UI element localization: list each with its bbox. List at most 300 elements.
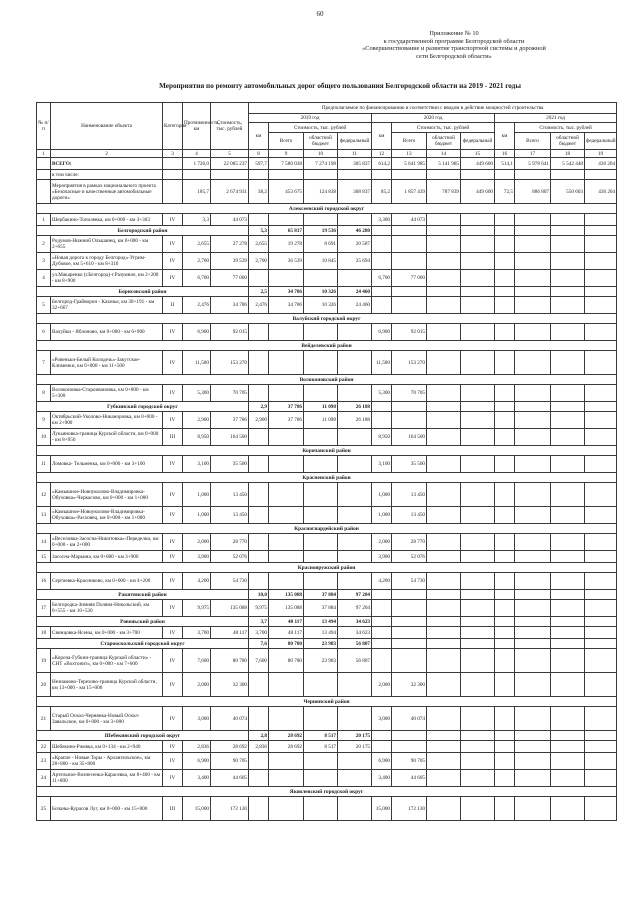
value-cell <box>461 573 495 590</box>
value-cell <box>338 351 372 375</box>
category-cell: IV <box>163 627 183 639</box>
column-index-cell: 19 <box>585 150 617 158</box>
value-cell <box>304 507 338 524</box>
empty-cell <box>372 590 392 600</box>
object-name: Мероприятия в рамках национального проекта «Безопасные и качественные автомобильные дороги» <box>51 180 163 204</box>
value-cell <box>585 429 617 446</box>
empty-cell <box>585 226 617 236</box>
value-cell <box>495 297 515 314</box>
value-cell <box>338 673 372 697</box>
value-cell <box>585 673 617 697</box>
value-cell: 28 692 <box>211 741 249 753</box>
value-cell: 135 088 <box>211 600 249 617</box>
header-cost-2021: Стоимость, тыс. рублей <box>515 123 617 133</box>
value-cell: 54 730 <box>211 573 249 590</box>
value-cell: 27 278 <box>211 236 249 253</box>
value-cell: 2,000 <box>372 673 392 697</box>
row-number: 8 <box>37 385 51 402</box>
object-name: Лукьяновка-граница Курской области, км 0+000 - км 8+950 <box>51 429 163 446</box>
value-cell <box>269 507 304 524</box>
value-cell <box>183 170 211 180</box>
value-cell <box>495 507 515 524</box>
value-cell <box>495 253 515 270</box>
value-cell: 449 600 <box>461 158 495 170</box>
value-cell <box>427 270 461 287</box>
value-cell <box>515 170 551 180</box>
value-cell: 13 450 <box>211 483 249 507</box>
object-name: «Камышное-Новоуколово-Владимировка-Обуховка»-Расховец, км 0+000 - км 1+000 <box>51 507 163 524</box>
value-cell <box>585 297 617 314</box>
value-cell: 23 983 <box>304 649 338 673</box>
value-cell <box>515 797 551 821</box>
appendix-line3: «Совершенствование и развитие транспортной системы и дорожной <box>362 45 546 53</box>
value-cell <box>427 214 461 226</box>
value-cell <box>495 385 515 402</box>
value-cell <box>461 673 495 697</box>
category-cell <box>163 158 183 170</box>
section-subtotal: 97 204 <box>338 590 372 600</box>
section-subtotal: 13 494 <box>304 617 338 627</box>
section-title: Вейделевский район <box>37 341 617 351</box>
section-title: Старооскольский городской округ <box>37 639 249 649</box>
table-row <box>37 770 617 787</box>
value-cell <box>461 253 495 270</box>
value-cell <box>427 600 461 617</box>
value-cell <box>392 741 427 753</box>
section-row <box>37 617 617 627</box>
roads-table-body <box>37 150 617 821</box>
page-number: 60 <box>316 10 324 18</box>
value-cell <box>515 707 551 731</box>
value-cell <box>249 551 269 563</box>
empty-cell <box>495 287 515 297</box>
value-cell: 1,000 <box>183 483 211 507</box>
value-cell: 6,700 <box>372 270 392 287</box>
empty-cell <box>372 639 392 649</box>
section-row <box>37 639 617 649</box>
value-cell: 3,700 <box>183 627 211 639</box>
value-cell: 2,655 <box>249 236 269 253</box>
value-cell <box>585 551 617 563</box>
value-cell <box>304 170 338 180</box>
object-name: Октябрьский-Уколово-Никаноровка, км 0+000 - км 2+900 <box>51 412 163 429</box>
column-index-cell: 3 <box>163 150 183 158</box>
value-cell <box>269 534 304 551</box>
empty-cell <box>515 639 551 649</box>
value-cell <box>495 600 515 617</box>
value-cell <box>551 412 585 429</box>
empty-cell <box>392 639 427 649</box>
value-cell: 36 539 <box>269 253 304 270</box>
value-cell <box>269 214 304 226</box>
value-cell: 13 450 <box>392 507 427 524</box>
empty-cell <box>495 617 515 627</box>
empty-cell <box>392 731 427 741</box>
empty-cell <box>551 226 585 236</box>
value-cell: 6,900 <box>372 753 392 770</box>
value-cell <box>392 236 427 253</box>
header-total-2019: Всего <box>269 133 304 150</box>
empty-cell <box>585 287 617 297</box>
section-subtotal: 135 088 <box>269 590 304 600</box>
value-cell <box>269 770 304 787</box>
section-subtotal: 65 817 <box>269 226 304 236</box>
value-cell: 34 623 <box>338 627 372 639</box>
table-row <box>37 456 617 473</box>
section-subtotal: 56 807 <box>338 639 372 649</box>
value-cell: 10 326 <box>304 297 338 314</box>
column-index-cell: 13 <box>392 150 427 158</box>
value-cell <box>551 456 585 473</box>
empty-cell <box>551 402 585 412</box>
section-subtotal: 19 536 <box>304 226 338 236</box>
value-cell <box>249 507 269 524</box>
table-row <box>37 551 617 563</box>
value-cell <box>585 770 617 787</box>
header-2021: 2021 год <box>495 114 617 123</box>
value-cell: 153 270 <box>211 351 249 375</box>
empty-cell <box>515 226 551 236</box>
section-subtotal: 2,8 <box>249 731 269 741</box>
value-cell: 135 088 <box>269 600 304 617</box>
value-cell: 13 450 <box>392 483 427 507</box>
category-cell: IV <box>163 573 183 590</box>
value-cell <box>249 673 269 697</box>
value-cell <box>461 456 495 473</box>
section-title: Ровеньский район <box>37 617 249 627</box>
value-cell: 28 770 <box>392 534 427 551</box>
value-cell: 7,600 <box>249 649 269 673</box>
value-cell <box>269 270 304 287</box>
category-cell: IV <box>163 351 183 375</box>
header-category: Категория <box>163 103 183 150</box>
empty-cell <box>392 226 427 236</box>
value-cell <box>427 351 461 375</box>
column-index-cell: 16 <box>495 150 515 158</box>
row-number <box>37 180 51 204</box>
value-cell <box>372 297 392 314</box>
empty-cell <box>495 639 515 649</box>
value-cell <box>515 429 551 446</box>
value-cell <box>495 534 515 551</box>
value-cell <box>585 627 617 639</box>
section-row <box>37 473 617 483</box>
category-cell: IV <box>163 270 183 287</box>
value-cell: 6,700 <box>183 270 211 287</box>
category-cell: IV <box>163 324 183 341</box>
value-cell <box>461 534 495 551</box>
value-cell <box>427 707 461 731</box>
value-cell <box>392 600 427 617</box>
table-row <box>37 253 617 270</box>
value-cell <box>515 297 551 314</box>
header-total-2020: Всего <box>392 133 427 150</box>
section-title: Корочанский район <box>37 446 617 456</box>
row-number: 18 <box>37 627 51 639</box>
empty-cell <box>392 402 427 412</box>
empty-cell <box>427 590 461 600</box>
header-km-2020: км <box>372 123 392 150</box>
value-cell <box>495 770 515 787</box>
value-cell <box>338 753 372 770</box>
value-cell <box>461 270 495 287</box>
value-cell <box>585 573 617 590</box>
value-cell <box>392 627 427 639</box>
value-cell: 5 978 641 <box>515 158 551 170</box>
value-cell: 185,7 <box>183 180 211 204</box>
row-number: 6 <box>37 324 51 341</box>
section-title: Волоконовский район <box>37 375 617 385</box>
section-row <box>37 697 617 707</box>
row-number: 5 <box>37 297 51 314</box>
value-cell <box>585 385 617 402</box>
value-cell: 2,700 <box>183 253 211 270</box>
section-title: Шебекинский городской округ <box>37 731 249 741</box>
value-cell: 11,500 <box>372 351 392 375</box>
section-title: Губкинский городской округ <box>37 402 249 412</box>
value-cell <box>515 753 551 770</box>
value-cell <box>269 707 304 731</box>
value-cell: 13 494 <box>304 627 338 639</box>
empty-cell <box>551 731 585 741</box>
value-cell: 77 000 <box>392 270 427 287</box>
value-cell: 20 587 <box>338 236 372 253</box>
value-cell <box>338 429 372 446</box>
value-cell: 597,7 <box>249 158 269 170</box>
value-cell <box>427 573 461 590</box>
section-title: Борисовский район <box>37 287 249 297</box>
value-cell: 44 073 <box>211 214 249 226</box>
value-cell <box>304 351 338 375</box>
value-cell <box>269 351 304 375</box>
value-cell: 3,100 <box>183 456 211 473</box>
object-name: Шербакино-Тополевка, км 0+000 - км 3+303 <box>51 214 163 226</box>
value-cell: 32 300 <box>211 673 249 697</box>
column-index-cell: 1 <box>37 150 51 158</box>
value-cell: 8,950 <box>372 429 392 446</box>
section-subtotal: 24 460 <box>338 287 372 297</box>
value-cell: 6,900 <box>183 753 211 770</box>
value-cell <box>495 551 515 563</box>
empty-cell <box>427 226 461 236</box>
section-subtotal: 34 623 <box>338 617 372 627</box>
value-cell <box>427 741 461 753</box>
object-name: Белгород-Грайворон - Казачье, км 30+191 - км 32+667 <box>51 297 163 314</box>
table-row <box>37 753 617 770</box>
value-cell <box>269 456 304 473</box>
row-number: 24 <box>37 770 51 787</box>
value-cell: 514,1 <box>495 158 515 170</box>
value-cell: 37 786 <box>211 412 249 429</box>
value-cell: 40 074 <box>211 707 249 731</box>
value-cell <box>515 534 551 551</box>
value-cell <box>304 456 338 473</box>
value-cell <box>427 627 461 639</box>
value-cell <box>551 351 585 375</box>
object-name: Ломовка- Тельменка, км 0+000 - км 3+100 <box>51 456 163 473</box>
table-row <box>37 797 617 821</box>
value-cell: 2,476 <box>183 297 211 314</box>
column-index-cell: 4 <box>183 150 211 158</box>
value-cell <box>551 770 585 787</box>
value-cell: 2,000 <box>183 673 211 697</box>
value-cell: 2,900 <box>249 412 269 429</box>
value-cell <box>551 600 585 617</box>
value-cell <box>495 270 515 287</box>
column-index-cell: 12 <box>372 150 392 158</box>
value-cell: 92 015 <box>392 324 427 341</box>
value-cell: 7 274 198 <box>304 158 338 170</box>
header-no: № п/п <box>37 103 51 150</box>
header-km-2019: км <box>249 123 269 150</box>
value-cell <box>427 551 461 563</box>
value-cell: 44 605 <box>392 770 427 787</box>
object-name: Валуйки - Яблоново, км 0+000 - км 6+900 <box>51 324 163 341</box>
value-cell: 172 130 <box>392 797 427 821</box>
value-cell <box>338 385 372 402</box>
empty-cell <box>585 639 617 649</box>
section-title: Яковлевский городской округ <box>37 787 617 797</box>
section-row <box>37 590 617 600</box>
value-cell: 7 580 038 <box>269 158 304 170</box>
value-cell: 54 730 <box>392 573 427 590</box>
value-cell <box>304 483 338 507</box>
value-cell: 90 705 <box>211 753 249 770</box>
category-cell: IV <box>163 770 183 787</box>
value-cell <box>551 170 585 180</box>
value-cell <box>269 673 304 697</box>
value-cell <box>551 797 585 821</box>
value-cell <box>372 627 392 639</box>
value-cell: 11,500 <box>183 351 211 375</box>
value-cell <box>461 412 495 429</box>
value-cell <box>515 412 551 429</box>
value-cell: 10 845 <box>304 253 338 270</box>
header-cost-2019: Стоимость, тыс. рублей <box>269 123 372 133</box>
column-index-cell: 10 <box>304 150 338 158</box>
value-cell <box>551 297 585 314</box>
header-planned: Предполагаемое по финансированию в соответствии с вводом в действие мощностей строительства <box>249 103 617 114</box>
object-name: Сергиевка-Красниково, км 0+000 - км 4+200 <box>51 573 163 590</box>
value-cell: 436 204 <box>585 158 617 170</box>
value-cell <box>249 797 269 821</box>
value-cell <box>304 707 338 731</box>
value-cell <box>461 236 495 253</box>
value-cell: 44 605 <box>211 770 249 787</box>
value-cell: 28 692 <box>269 741 304 753</box>
object-name: «Камышное-Новоуколово-Владимировка-Обуховка»-Черкасово, км 0+000 - км 1+000 <box>51 483 163 507</box>
value-cell <box>304 534 338 551</box>
value-cell <box>515 770 551 787</box>
value-cell <box>338 483 372 507</box>
empty-cell <box>515 731 551 741</box>
value-cell: 40 074 <box>392 707 427 731</box>
empty-cell <box>461 226 495 236</box>
empty-cell <box>427 402 461 412</box>
value-cell <box>461 551 495 563</box>
value-cell <box>269 429 304 446</box>
object-name: Старый Оскол-Чернянка-Новый Оскол-Завальское, км 0+000 - км 3+000 <box>51 707 163 731</box>
row-number: 4 <box>37 270 51 287</box>
row-number <box>37 170 51 180</box>
section-subtotal: 46 280 <box>338 226 372 236</box>
value-cell: 308 837 <box>338 180 372 204</box>
value-cell <box>461 351 495 375</box>
section-subtotal: 37 786 <box>269 402 304 412</box>
value-cell <box>551 741 585 753</box>
value-cell: 90 705 <box>392 753 427 770</box>
column-index-cell: 15 <box>461 150 495 158</box>
object-name: Артельное-Вознесенка-Карасевка, км 8+400 - км 11+800 <box>51 770 163 787</box>
empty-cell <box>392 287 427 297</box>
value-cell <box>427 297 461 314</box>
value-cell: 80 780 <box>269 649 304 673</box>
value-cell <box>495 649 515 673</box>
value-cell <box>585 707 617 731</box>
value-cell <box>269 170 304 180</box>
value-cell: 70 705 <box>211 385 249 402</box>
object-name: «Новая дорога к городу Белгород»-Угрим-Дубовое, км 5+610 - км 8+310 <box>51 253 163 270</box>
column-index-cell: 17 <box>515 150 551 158</box>
object-name: ул.Макаренко (г.Белгород)-г.Разумное, км 2+200 - км 8+900 <box>51 270 163 287</box>
row-number: 2 <box>37 236 51 253</box>
value-cell <box>372 170 392 180</box>
empty-cell <box>495 731 515 741</box>
value-cell: 70 705 <box>392 385 427 402</box>
category-cell: IV <box>163 649 183 673</box>
table-row <box>37 741 617 753</box>
empty-cell <box>461 639 495 649</box>
value-cell <box>269 483 304 507</box>
value-cell <box>427 253 461 270</box>
section-subtotal: 26 188 <box>338 402 372 412</box>
value-cell <box>392 412 427 429</box>
header-regional-2021: областной бюджет <box>551 133 585 150</box>
section-title: Алексеевский городской округ <box>37 204 617 214</box>
value-cell: 2,000 <box>183 534 211 551</box>
value-cell <box>495 214 515 226</box>
empty-cell <box>515 402 551 412</box>
header-name: Наименование объекта <box>51 103 163 150</box>
section-title: Валуйский городской округ <box>37 314 617 324</box>
empty-cell <box>461 287 495 297</box>
value-cell <box>338 534 372 551</box>
value-cell: 164 500 <box>392 429 427 446</box>
value-cell: 7,600 <box>183 649 211 673</box>
value-cell <box>551 551 585 563</box>
section-row <box>37 402 617 412</box>
object-name: «Короча-Губкин-граница Курской области» - СНТ «Вохтонит», км 0+000 - км 7+600 <box>51 649 163 673</box>
table-row <box>37 170 617 180</box>
value-cell <box>461 324 495 341</box>
value-cell: 6,900 <box>372 324 392 341</box>
value-cell <box>372 412 392 429</box>
value-cell <box>392 649 427 673</box>
section-subtotal: 20 175 <box>338 731 372 741</box>
row-number: 12 <box>37 483 51 507</box>
value-cell <box>249 324 269 341</box>
object-name: Шебекино-Ржевка, км 0+134 - км 2+940 <box>51 741 163 753</box>
empty-cell <box>495 402 515 412</box>
table-row <box>37 627 617 639</box>
header-km-2021: км <box>495 123 515 150</box>
row-number: 23 <box>37 753 51 770</box>
value-cell <box>515 483 551 507</box>
value-cell <box>585 351 617 375</box>
empty-cell <box>392 617 427 627</box>
section-title: Красненский район <box>37 473 617 483</box>
value-cell: 305 837 <box>338 158 372 170</box>
